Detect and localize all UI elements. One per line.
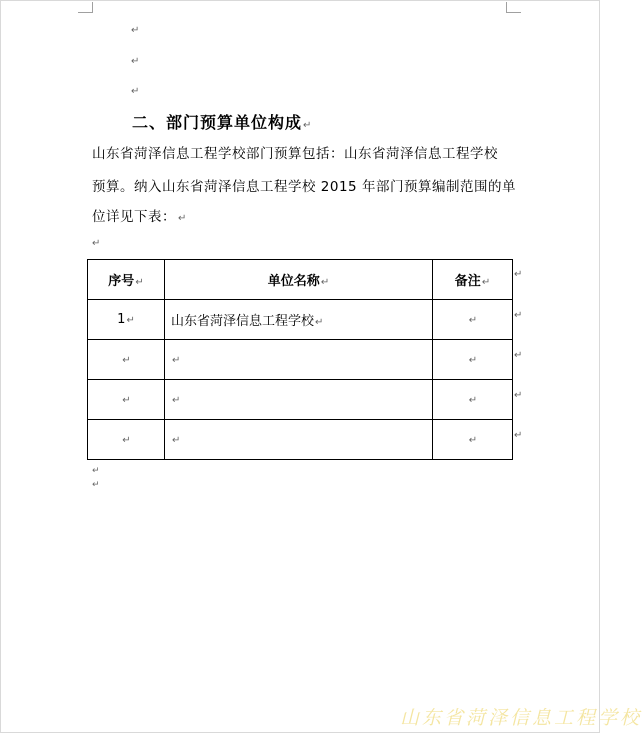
header-name bbox=[165, 260, 433, 300]
cell-mark: ↵ bbox=[172, 355, 181, 366]
body-line bbox=[92, 175, 516, 195]
cell-mark: ↵ bbox=[468, 355, 478, 366]
cell-mark: ↵ bbox=[468, 315, 478, 326]
margin-corner-top-left bbox=[78, 2, 93, 13]
paragraph-mark: ↵ bbox=[178, 213, 187, 224]
cell-mark: ↵ bbox=[122, 435, 131, 446]
paragraph-mark: ↵ bbox=[92, 480, 100, 490]
cell-name bbox=[165, 300, 433, 340]
cell-mark: ↵ bbox=[315, 317, 324, 328]
header-note bbox=[433, 260, 513, 300]
table-row bbox=[88, 380, 513, 420]
body-line-text: 位详见下表： bbox=[92, 209, 176, 225]
paragraph-mark: ↵ bbox=[131, 56, 140, 67]
cell-seq bbox=[88, 340, 165, 380]
cell-mark: ↵ bbox=[122, 395, 131, 406]
row-end-mark: ↵ bbox=[514, 310, 523, 321]
school-watermark: 山东省菏泽信息工程学校 bbox=[400, 707, 642, 729]
paragraph-mark: ↵ bbox=[131, 25, 140, 36]
cell-mark: ↵ bbox=[468, 395, 478, 406]
body-line bbox=[92, 205, 187, 225]
cell-mark: ↵ bbox=[468, 435, 478, 446]
cell-mark: ↵ bbox=[172, 395, 181, 406]
margin-corner-top-right bbox=[506, 2, 521, 13]
cell-name-text: 山东省菏泽信息工程学校 bbox=[171, 314, 315, 329]
section-heading bbox=[132, 110, 312, 133]
table-row bbox=[88, 300, 513, 340]
cell-name bbox=[165, 420, 433, 460]
header-seq bbox=[88, 260, 165, 300]
section-heading-text: 二、部门预算单位构成 bbox=[132, 113, 303, 132]
cell-note bbox=[433, 420, 513, 460]
paragraph-mark: ↵ bbox=[92, 238, 101, 249]
row-end-mark: ↵ bbox=[514, 390, 523, 401]
body-line-text: 预算。纳入山东省菏泽信息工程学校 2015 年部门预算编制范围的单 bbox=[92, 179, 516, 195]
cell-seq bbox=[88, 420, 165, 460]
row-end-mark: ↵ bbox=[514, 269, 523, 280]
table-row bbox=[88, 340, 513, 380]
row-end-mark: ↵ bbox=[514, 350, 523, 361]
cell-note bbox=[433, 300, 513, 340]
table-header-row bbox=[88, 260, 513, 300]
cell-mark: ↵ bbox=[135, 277, 144, 288]
cell-seq bbox=[88, 300, 165, 340]
paragraph-mark: ↵ bbox=[131, 86, 140, 97]
cell-mark: ↵ bbox=[126, 315, 135, 326]
unit-table bbox=[87, 259, 513, 460]
cell-name bbox=[165, 380, 433, 420]
cell-mark: ↵ bbox=[481, 277, 491, 288]
cell-note bbox=[433, 340, 513, 380]
cell-mark: ↵ bbox=[320, 277, 330, 288]
header-note-text: 备注 bbox=[454, 274, 481, 289]
header-name-text: 单位名称 bbox=[267, 274, 320, 289]
cell-seq bbox=[88, 380, 165, 420]
cell-name bbox=[165, 340, 433, 380]
paragraph-mark: ↵ bbox=[303, 120, 313, 131]
cell-mark: ↵ bbox=[122, 355, 131, 366]
header-seq-text: 序号 bbox=[108, 274, 135, 289]
cell-note bbox=[433, 380, 513, 420]
body-line bbox=[92, 142, 498, 162]
body-line-text: 山东省菏泽信息工程学校部门预算包括：山东省菏泽信息工程学校 bbox=[92, 146, 498, 162]
row-end-mark: ↵ bbox=[514, 430, 523, 441]
paragraph-mark: ↵ bbox=[92, 466, 100, 476]
cell-mark: ↵ bbox=[172, 435, 181, 446]
table-row bbox=[88, 420, 513, 460]
cell-seq-text: 1 bbox=[117, 312, 126, 327]
